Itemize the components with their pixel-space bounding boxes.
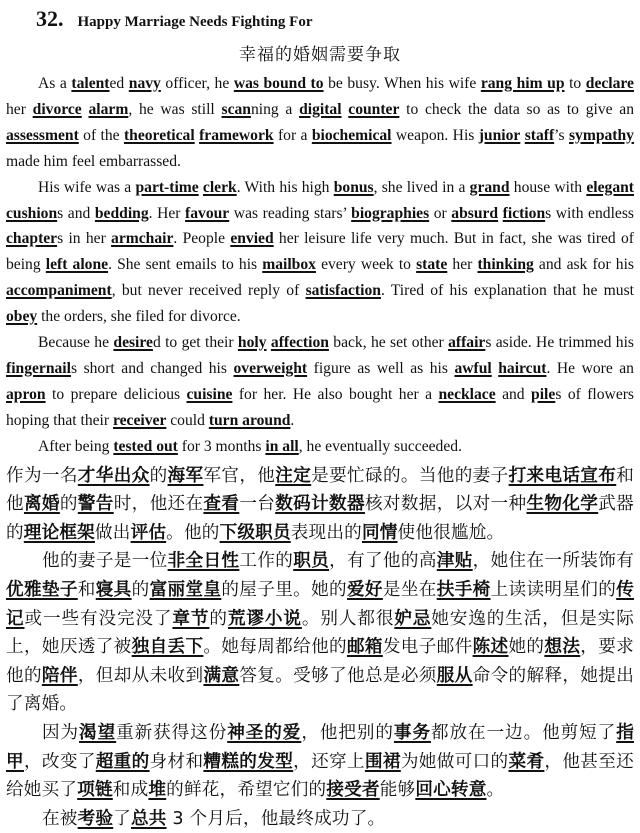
text-run: to prepare delicious <box>45 385 187 403</box>
key-term: 查看 <box>203 494 240 515</box>
text-run: ，改变了 <box>23 751 96 772</box>
text-run: 工作的 <box>239 551 294 572</box>
text-run: s of flowers hoping that their <box>6 385 635 429</box>
key-term: 非全日性 <box>167 551 240 572</box>
item-number: 32. <box>36 6 64 31</box>
text-run: 作为一名 <box>6 465 78 486</box>
text-run: or <box>429 204 452 222</box>
text-run: weapon. His <box>391 126 479 144</box>
text-run: for her. He also bought her a <box>232 385 439 403</box>
text-run: to <box>564 75 586 92</box>
text-run: 的鲜花，希望它们的 <box>166 780 327 801</box>
key-term: rang him up <box>480 75 565 92</box>
key-term: 章节 <box>172 608 210 629</box>
text-run: 的 <box>209 608 228 629</box>
text-run: s in her <box>57 230 112 248</box>
key-term: mailbox <box>262 256 316 274</box>
key-term: absurd <box>451 204 499 222</box>
text-run: 的屋子里。她的 <box>221 579 347 600</box>
text-run: 。他的 <box>166 522 220 543</box>
text-run: 。她每周都给他的 <box>203 637 347 658</box>
text-run: and ask for his <box>533 256 634 274</box>
text-run: house with <box>509 178 587 196</box>
key-term: 生物化学 <box>526 494 599 515</box>
text-run: be busy. When his wife <box>323 75 481 92</box>
key-term: counter <box>348 100 400 118</box>
key-term: 项链 <box>77 780 113 801</box>
key-term: 下级职员 <box>219 522 291 543</box>
text-run: . Tired of his explanation that he must <box>380 282 634 300</box>
key-term: 陈述 <box>472 637 509 658</box>
cn-paragraph <box>6 805 634 833</box>
text-run: 的 <box>149 465 168 486</box>
key-term: 邮箱 <box>346 637 383 658</box>
text-run: s aside. He trimmed his <box>485 334 634 352</box>
text-run: s short and changed his <box>70 359 234 377</box>
text-run: His wife was a <box>38 178 136 196</box>
text-run: As a <box>38 75 72 92</box>
key-term: 寝具 <box>95 579 132 600</box>
key-term: 渴望 <box>79 722 117 743</box>
key-term: 满意 <box>203 665 240 686</box>
key-term: divorce <box>32 100 82 118</box>
key-term: apron <box>6 385 46 403</box>
key-term: 指甲 <box>6 722 634 772</box>
text-run: 军官，他 <box>203 465 276 486</box>
key-term: scan <box>221 100 251 118</box>
text-run: 和 <box>77 579 96 600</box>
cn-paragraph <box>6 462 634 548</box>
key-term: chapter <box>6 230 58 248</box>
key-term: 津贴 <box>436 551 473 572</box>
text-run: ’s <box>554 126 569 144</box>
text-run: made him feel embarrassed. <box>6 152 181 170</box>
text-run: ，还穿上 <box>293 751 365 772</box>
key-term: 神圣的爱 <box>227 722 302 743</box>
text-run: 表现出的 <box>290 522 362 543</box>
text-run: d to get their <box>152 334 238 352</box>
key-term: staff <box>524 126 555 144</box>
key-term: assessment <box>6 126 79 144</box>
text-run: ，他把别的 <box>301 722 394 743</box>
key-term: fiction <box>502 204 546 222</box>
key-term: 注定 <box>275 465 312 486</box>
text-run: . Her <box>148 204 186 222</box>
text-run: 。别人都很 <box>301 608 395 629</box>
text-run: officer, he <box>160 75 234 92</box>
text-run: 在被 <box>42 808 78 829</box>
key-term: awful <box>454 359 492 377</box>
key-term: overweight <box>233 359 308 377</box>
text-run: 因为 <box>42 722 80 743</box>
key-term: 超重的 <box>95 751 150 772</box>
key-term: holy <box>237 334 267 352</box>
key-term: 糟糕的发型 <box>203 751 294 772</box>
text-run: s and <box>57 204 95 222</box>
text-run: could <box>166 411 209 429</box>
key-term: 职员 <box>293 551 330 572</box>
text-run: , he eventually succeeded. <box>298 437 462 455</box>
en-paragraph <box>6 330 634 434</box>
key-term: 同情 <box>361 522 398 543</box>
key-term: 独自丢下 <box>131 637 204 658</box>
key-term: 打来电话宣布 <box>508 465 617 486</box>
key-term: 接受者 <box>326 780 380 801</box>
key-term: 妒忌 <box>394 608 432 629</box>
text-run: her <box>6 100 33 118</box>
key-term: state <box>416 256 448 274</box>
cn-paragraph <box>6 719 634 805</box>
key-term: bonus <box>333 178 374 196</box>
key-term: 爱好 <box>346 579 383 600</box>
key-term: 荒谬小说 <box>227 608 302 629</box>
key-term: cushion <box>6 204 58 222</box>
text-run: s with endless <box>545 204 634 222</box>
key-term: 服从 <box>436 665 473 686</box>
text-run: ，他甚至还给她买了 <box>6 751 634 801</box>
text-run: 的 <box>59 494 78 515</box>
key-term: 考验 <box>77 808 114 829</box>
text-run: 她安逸的生活，但是实际上，她厌透了被 <box>6 608 635 658</box>
english-passage <box>6 71 634 460</box>
key-term: 富丽堂皇 <box>149 579 222 600</box>
key-term: 回心转意 <box>415 780 487 801</box>
key-term: tested out <box>113 437 178 455</box>
text-run: 都放在一边。他剪短了 <box>430 722 617 743</box>
key-term: 才华出众 <box>77 465 150 486</box>
text-run: ，有了他的高 <box>329 551 437 572</box>
key-term: biographies <box>351 204 430 222</box>
key-term: junior <box>478 126 521 144</box>
text-run: . He wore an <box>546 359 634 377</box>
text-run: and <box>495 385 532 403</box>
text-run: ，要求他的 <box>6 637 634 686</box>
key-term: 警告 <box>77 494 114 515</box>
text-run: After being <box>38 437 114 455</box>
key-term: 菜肴 <box>508 751 545 772</box>
key-term: obey <box>6 308 38 326</box>
text-run: 是要忙碌的。当他的妻子 <box>311 465 509 486</box>
key-term: grand <box>469 178 510 196</box>
text-run: to check the data so as to give an <box>399 100 634 118</box>
key-term: 堆 <box>148 780 167 801</box>
key-term: biochemical <box>311 126 392 144</box>
text-run: was reading stars’ <box>229 204 352 222</box>
title-chinese: 幸福的婚姻需要争取 <box>239 45 401 64</box>
key-term: 想法 <box>544 637 581 658</box>
text-run: . She sent emails to his <box>108 256 263 274</box>
text-run: 的 <box>131 579 150 600</box>
text-run: ，她住在一所装饰有 <box>472 551 634 572</box>
text-run: 了 <box>113 808 131 829</box>
title-english: Happy Marriage Needs Fighting For <box>77 14 313 30</box>
key-term: 扶手椅 <box>436 579 491 600</box>
text-run: 命令的解释，她提出了离婚。 <box>6 665 635 715</box>
text-run: 和成 <box>112 780 149 801</box>
text-run: figure as well as his <box>307 359 455 377</box>
text-run: 上读读明星们的 <box>490 579 617 600</box>
key-term: in all <box>265 437 299 455</box>
cn-paragraph <box>6 547 634 719</box>
key-term: haircut <box>498 359 547 377</box>
text-run: 和他 <box>6 465 635 515</box>
text-run: 身材和 <box>149 751 204 772</box>
key-term: 陪伴 <box>41 665 78 686</box>
text-run: ed <box>109 75 129 92</box>
key-term: talent <box>71 75 110 92</box>
key-term: alarm <box>88 100 129 118</box>
text-run: , she lived in a <box>373 178 470 196</box>
text-run: . With his high <box>236 178 334 196</box>
key-term: was bound to <box>233 75 324 92</box>
key-term: cuisine <box>186 385 233 403</box>
text-run: for a <box>273 126 312 144</box>
en-paragraph <box>6 71 634 175</box>
key-term: envied <box>230 230 274 248</box>
text-run: , he was still <box>128 100 222 118</box>
key-term: pile <box>531 385 556 403</box>
key-term: part-time <box>135 178 199 196</box>
text-run: her leisure life very much. But in fact, she was tired of being <box>6 230 634 274</box>
text-run: . <box>290 411 295 429</box>
key-term: 传记 <box>6 579 634 629</box>
key-term: thinking <box>477 256 534 274</box>
text-run: the orders, she filed for divorce. <box>37 308 241 326</box>
key-term: 事务 <box>393 722 431 743</box>
key-term: 总共 <box>130 808 167 829</box>
key-term: turn around <box>208 411 291 429</box>
key-term: elegant <box>586 178 634 196</box>
key-term: left alone <box>45 256 109 274</box>
key-term: sympathy <box>568 126 634 144</box>
key-term: digital <box>299 100 342 118</box>
header <box>6 6 634 36</box>
key-term: 理论框架 <box>23 522 95 543</box>
key-term: accompaniment <box>6 282 112 300</box>
key-term: 围裙 <box>364 751 401 772</box>
text-run: 时，他还在 <box>113 494 204 515</box>
key-term: receiver <box>112 411 167 429</box>
key-term: armchair <box>111 230 174 248</box>
text-run: 她的 <box>508 637 545 658</box>
text-run: 3 个月后，他最终成功了。 <box>166 808 386 829</box>
text-run: of the <box>78 126 124 144</box>
key-term: affair <box>448 334 486 352</box>
key-term: theoretical <box>123 126 195 144</box>
key-term: clerk <box>202 178 237 196</box>
key-term: 数码计数器 <box>275 494 365 515</box>
key-term: bedding <box>94 204 149 222</box>
key-term: desire <box>113 334 153 352</box>
key-term: necklace <box>438 385 496 403</box>
text-run: 重新获得这份 <box>116 722 228 743</box>
key-term: satisfaction <box>305 282 381 300</box>
key-term: favour <box>185 204 230 222</box>
en-paragraph <box>6 434 634 460</box>
text-run: 武器的 <box>6 494 634 543</box>
key-term: fingernail <box>6 359 71 377</box>
key-term: framework <box>199 126 274 144</box>
text-run: her <box>447 256 478 274</box>
text-run: for 3 months <box>177 437 266 455</box>
en-paragraph <box>6 175 634 330</box>
text-run: 做出 <box>94 522 131 543</box>
text-run: 使他很尴尬。 <box>397 522 505 543</box>
text-run: 核对数据，以对一种 <box>364 494 527 515</box>
key-term: affection <box>270 334 329 352</box>
text-run: 是坐在 <box>382 579 437 600</box>
key-term: 离婚 <box>23 494 60 515</box>
text-run: 一台 <box>239 494 276 515</box>
key-term: 评估 <box>130 522 167 543</box>
text-run: , but never received reply of <box>111 282 306 300</box>
key-term: 优雅垫子 <box>6 579 78 600</box>
text-run: every week to <box>315 256 417 274</box>
text-run: ning a <box>250 100 300 118</box>
text-run: . People <box>173 230 231 248</box>
text-run: 发电子邮件 <box>382 637 473 658</box>
text-run: 能够 <box>379 780 416 801</box>
key-term: 海军 <box>167 465 204 486</box>
text-run: 或一些有没完没了 <box>24 608 173 629</box>
text-run: ，但却从未收到 <box>77 665 204 686</box>
key-term: navy <box>128 75 161 92</box>
text-run: 他的妻子是一位 <box>42 551 168 572</box>
text-run: Because he <box>38 334 114 352</box>
text-run: 答复。受够了他总是必须 <box>239 665 437 686</box>
text-run: 为她做可口的 <box>400 751 509 772</box>
text-run: 。 <box>486 780 505 801</box>
key-term: declare <box>585 75 634 92</box>
text-run: back, he set other <box>328 334 449 352</box>
chinese-translation <box>6 462 634 833</box>
